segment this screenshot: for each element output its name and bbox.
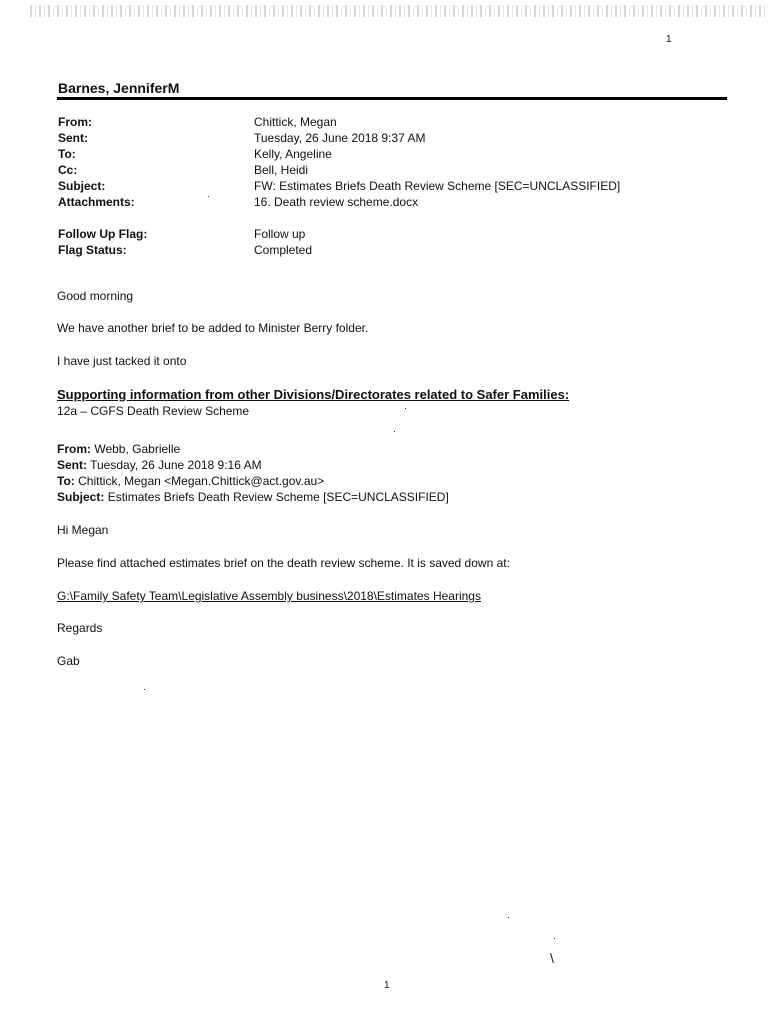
header-label: Cc:	[58, 163, 78, 177]
scan-speck	[144, 689, 145, 690]
header-label: Sent:	[58, 131, 88, 145]
forwarded-label: To:	[57, 474, 75, 488]
forwarded-value: Chittick, Megan <Megan.Chittick@act.gov.au>	[78, 474, 325, 488]
scan-speck	[405, 408, 406, 409]
mailbox-owner-name: Barnes, JenniferM	[58, 80, 180, 96]
scan-speck	[208, 196, 209, 197]
forwarded-from	[57, 442, 180, 456]
section-item: 12a – CGFS Death Review Scheme	[57, 404, 250, 418]
header-value: Kelly, Angeline	[254, 147, 332, 161]
page-number-top: 1	[666, 34, 672, 45]
forwarded-subject	[57, 490, 449, 504]
body-greeting: Good morning	[57, 289, 134, 303]
header-value: Chittick, Megan	[254, 115, 337, 129]
forwarded-value: Estimates Briefs Death Review Scheme [SEC=UNCLASSIFIED]	[107, 490, 449, 504]
flag-value: Completed	[254, 243, 313, 257]
attachment-name[interactable]: 16. Death review scheme.docx	[254, 195, 419, 209]
body-line: We have another brief to be added to Minister Berry folder.	[57, 321, 369, 335]
section-heading: Supporting information from other Divisions/Directorates related to Safer Families:	[57, 387, 570, 402]
forwarded-body-line: Please find attached estimates brief on the death review scheme. It is saved down at:	[57, 556, 510, 570]
scan-speck	[508, 917, 509, 918]
forwarded-regards: Regards	[57, 621, 103, 635]
forwarded-signoff: Gab	[57, 654, 80, 668]
forwarded-value: Webb, Gabrielle	[94, 442, 181, 456]
forwarded-to	[57, 474, 324, 488]
header-rule	[57, 97, 727, 100]
forwarded-label: Sent:	[57, 458, 87, 472]
header-value: Bell, Heidi	[254, 163, 309, 177]
scan-noise-header	[30, 5, 765, 17]
header-value: FW: Estimates Briefs Death Review Scheme [SEC=UNCLASSIFIED]	[254, 179, 621, 193]
header-label: To:	[58, 147, 76, 161]
forwarded-value: Tuesday, 26 June 2018 9:16 AM	[90, 458, 262, 472]
scan-speck	[394, 431, 395, 432]
forwarded-label: Subject:	[57, 490, 105, 504]
forwarded-label: From:	[57, 442, 91, 456]
forwarded-greeting: Hi Megan	[57, 523, 109, 537]
header-label: Attachments:	[58, 195, 135, 209]
file-path-link[interactable]: G:\Family Safety Team\Legislative Assembly business\2018\Estimates Hearings	[57, 589, 481, 603]
body-line: I have just tacked it onto	[57, 354, 187, 368]
header-label: From:	[58, 115, 92, 129]
flag-label: Follow Up Flag:	[58, 227, 148, 241]
scan-speck	[554, 938, 555, 939]
flag-value: Follow up	[254, 227, 306, 241]
header-value: Tuesday, 26 June 2018 9:37 AM	[254, 131, 426, 145]
page-number-bottom: 1	[384, 980, 390, 991]
forwarded-sent	[57, 458, 262, 472]
flag-label: Flag Status:	[58, 243, 127, 257]
header-label: Subject:	[58, 179, 106, 193]
scan-mark: \	[550, 950, 554, 966]
